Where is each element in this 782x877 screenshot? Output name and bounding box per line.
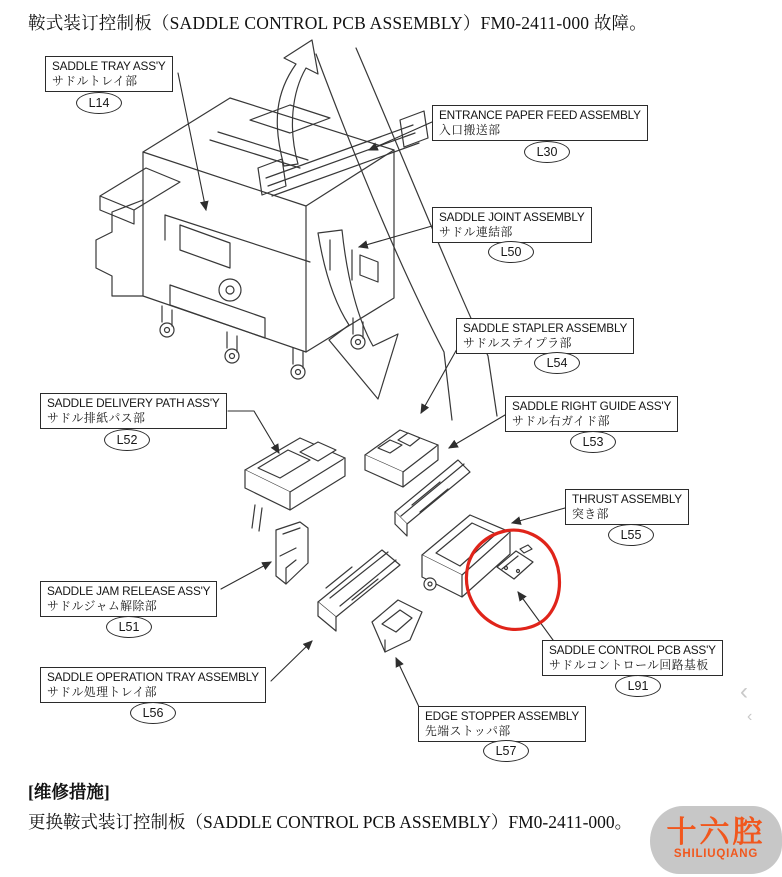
callout-saddle-right-guide: SADDLE RIGHT GUIDE ASS'Y サドル右ガイド部 — [505, 396, 678, 432]
exploded-parts — [245, 430, 533, 652]
watermark-cn-text: 十六腔 — [666, 816, 766, 850]
callout-saddle-joint: SADDLE JOINT ASSEMBLY サドル連結部 — [432, 207, 592, 243]
page-title: 鞍式装订控制板（SADDLE CONTROL PCB ASSEMBLY）FM0-2411-000 故障。 — [28, 13, 647, 33]
label-L14: L14 — [76, 92, 122, 114]
section-header: [维修措施] — [28, 782, 110, 802]
callout-saddle-operation-tray: SADDLE OPERATION TRAY ASSEMBLY サドル処理トレイ部 — [40, 667, 266, 703]
label-L91: L91 — [615, 675, 661, 697]
pull-out-arrow-icon — [277, 40, 318, 166]
label-L53: L53 — [570, 431, 616, 453]
label-L54: L54 — [534, 352, 580, 374]
label-L51: L51 — [106, 616, 152, 638]
callout-saddle-delivery-path: SADDLE DELIVERY PATH ASS'Y サドル排紙パス部 — [40, 393, 227, 429]
callout-saddle-jam-release: SADDLE JAM RELEASE ASS'Y サドルジャム解除部 — [40, 581, 217, 617]
label-L56: L56 — [130, 702, 176, 724]
callout-edge-stopper: EDGE STOPPER ASSEMBLY 先端ストッパ部 — [418, 706, 586, 742]
faint-chevron-mark: ‹ — [747, 708, 753, 725]
delivery-path-part — [245, 438, 345, 531]
callout-thrust: THRUST ASSEMBLY 突き部 — [565, 489, 689, 525]
callout-saddle-control-pcb: SADDLE CONTROL PCB ASS'Y サドルコントロール回路基板 — [542, 640, 723, 676]
remedy-text: 更换鞍式装订控制板（SADDLE CONTROL PCB ASSEMBLY）FM0-2411-000。 — [28, 812, 633, 832]
edge-stopper-part — [372, 600, 422, 652]
watermark-logo — [650, 806, 782, 874]
callout-saddle-stapler: SADDLE STAPLER ASSEMBLY サドルステイプラ部 — [456, 318, 634, 354]
label-L50: L50 — [488, 241, 534, 263]
label-L52: L52 — [104, 429, 150, 451]
label-L55: L55 — [608, 524, 654, 546]
label-L30: L30 — [524, 141, 570, 163]
faint-chevron-mark: ‹ — [740, 678, 748, 705]
stapler-part — [365, 430, 438, 487]
callout-saddle-tray: SADDLE TRAY ASS'Y サドルトレイ部 — [45, 56, 173, 92]
label-L57: L57 — [483, 740, 529, 762]
watermark-en-text: SHILIUQIANG — [673, 848, 759, 861]
jam-release-part — [276, 522, 308, 584]
callout-entrance-paper-feed: ENTRANCE PAPER FEED ASSEMBLY 入口搬送部 — [432, 105, 648, 141]
